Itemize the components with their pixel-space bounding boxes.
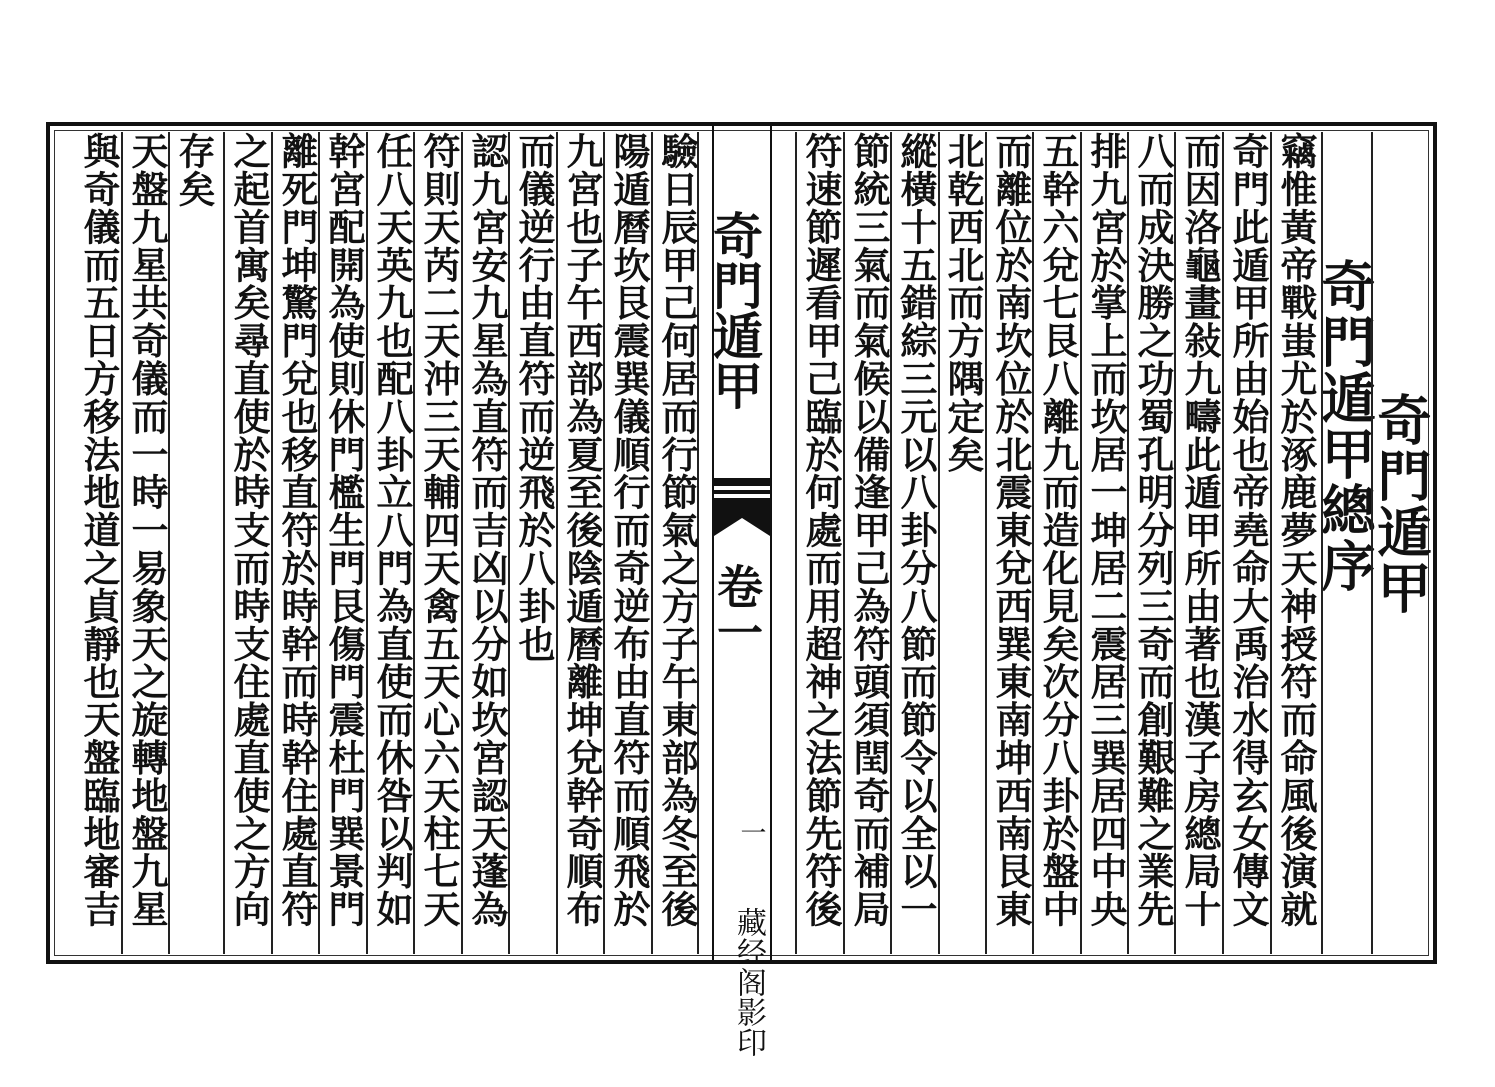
column-rule [366,132,368,954]
column-rule [556,132,558,954]
column-rule [461,132,463,954]
text-column: 與奇儀而五日方移法地道之貞靜也天盤臨地審吉 [77,132,121,928]
column-rule [651,132,653,954]
text-column: 任八天英九也配八卦立八門為直使而休咎以判如 [370,132,414,928]
column-rule [938,132,940,954]
text-column: 之起首寓矣尋直使於時支而時支住處直使之方向 [227,132,271,928]
text-column: 而離位於南坎位於北震東兌西巽東南坤西南艮東 [989,132,1033,928]
preface-title: 奇門遁甲總序 [1313,258,1377,594]
text-column: 排九宮於掌上而坎居一坤居二震居三巽居四中央 [1084,132,1128,928]
text-column: 天盤九星共奇儀而一時一易象天之旋轉地盤九星 [125,132,169,928]
text-column: 竊惟黃帝戰蚩尤於涿鹿夢天神授符而命風後演就 [1274,132,1318,928]
text-column: 五幹六兌七艮八離九而造化見矣次分八卦於盤中 [1036,132,1080,928]
column-rule [985,132,987,954]
text-column: 九宮也子午西部為夏至後陰遁曆離坤兌幹奇順布 [560,132,604,928]
text-column: 陽遁曆坎艮震巽儀順行而奇逆布由直符而順飛於 [607,132,651,928]
fish-tail-mark [714,478,770,538]
text-column: 離死門坤驚門兌也移直符於時幹而時幹住處直符 [275,132,319,928]
column-rule [795,132,797,954]
column-rule [1222,132,1224,954]
text-column: 奇門此遁甲所由始也帝堯命大禹治水得玄女傳文 [1226,132,1270,928]
text-column: 幹宮配開為使則休門檻生門艮傷門震杜門巽景門 [322,132,366,928]
text-column: 而儀逆行由直符而逆飛於八卦也 [512,132,556,663]
text-column: 驗日辰甲己何居而行節氣之方子午東部為冬至後 [655,132,699,928]
column-rule [1080,132,1082,954]
book-title: 奇門遁甲 [1369,392,1433,616]
text-column: 符則天芮二天沖三天輔四天禽五天心六天柱七天 [417,132,461,928]
volume-label: 卷一 [710,563,764,655]
text-column: 存矣 [172,132,216,208]
column-rule [1270,132,1272,954]
publisher-mark: 藏经阁影印 [731,907,766,1057]
text-column: 認九宮安九星為直符而吉凶以分如坎宮認天蓬為 [465,132,509,928]
page-number: 一 [736,819,766,845]
text-column: 縱橫十五錯綜三元以八卦分八節而節令以全以一 [894,132,938,928]
column-rule [223,132,225,954]
center-fold-strip [705,126,772,1057]
text-column: 八而成決勝之功蜀孔明分列三奇而創艱難之業先 [1131,132,1175,928]
text-column: 北乾西北而方隅定矣 [941,132,985,474]
column-rule [1371,132,1373,954]
strip-title: 奇門遁甲 [705,210,764,410]
column-rule [843,132,845,954]
text-column: 而因洛龜畫敍九疇此遁甲所由著也漢子房總局十 [1178,132,1222,928]
column-rule [121,132,123,954]
column-rule [1321,132,1323,954]
text-column: 符速節遲看甲己臨於何處而用超神之法節先符後 [799,132,843,928]
column-rule [271,132,273,954]
text-column: 節統三氣而氣候以備逢甲己為符頭須閏奇而補局 [847,132,891,928]
